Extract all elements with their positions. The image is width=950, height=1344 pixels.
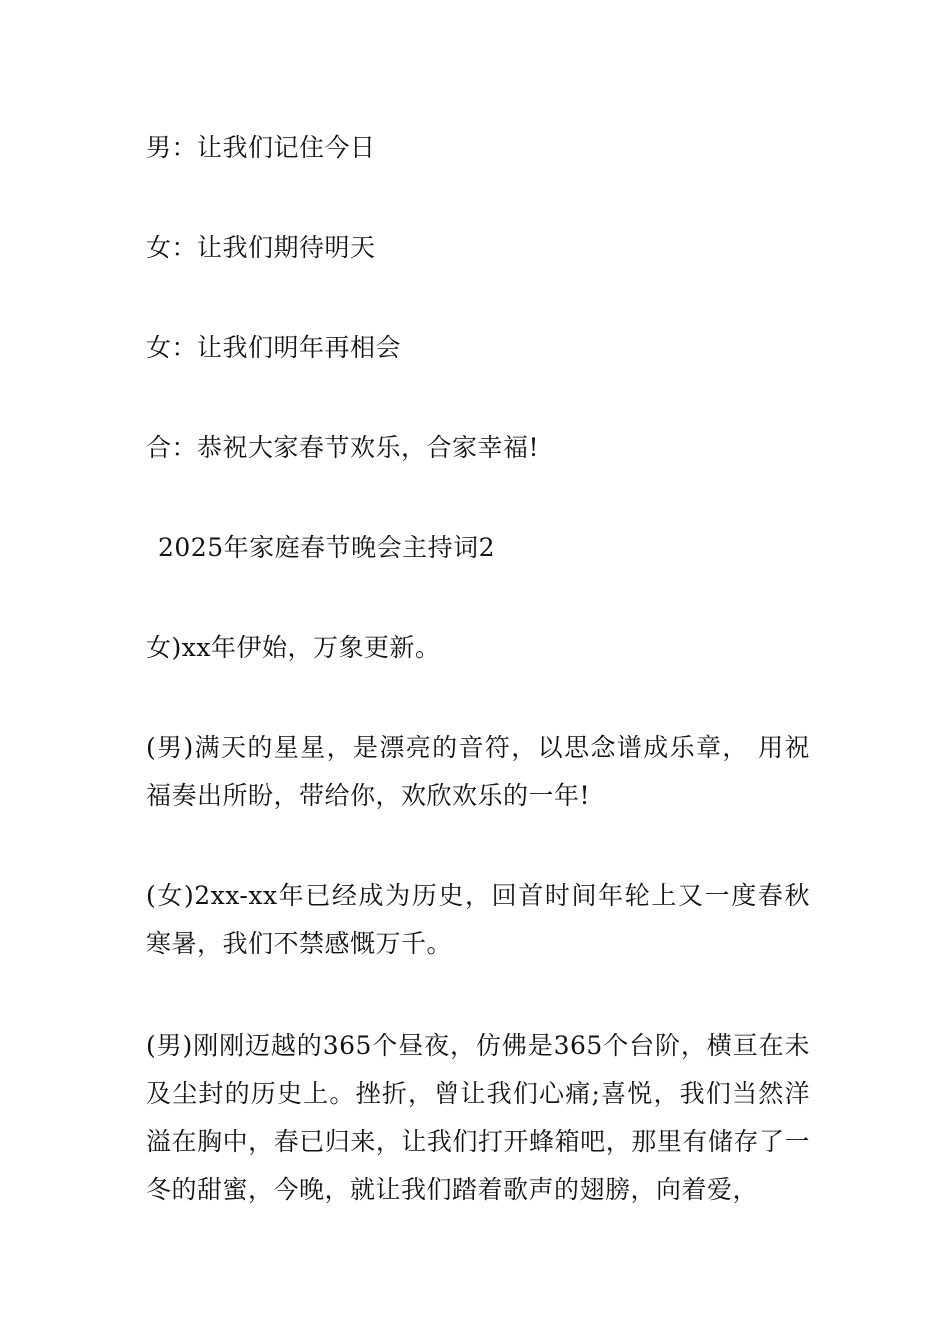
paragraph-male-days: (男)刚刚迈越的365个昼夜，仿佛是365个台阶，横亘在未及尘封的历史上。挫折，曾让我们心痛;喜悦，我们当然洋溢在胸中，春已归来，让我们打开蜂箱吧，那里有储存了一冬的甜蜜，今晚，就让我们踏着歌声的翅膀，向着爱， [146, 1031, 810, 1204]
section-title: 2025年家庭春节晚会主持词2 [158, 533, 496, 562]
dialogue-line-female-expect: 女：让我们期待明天 [146, 233, 376, 262]
dialogue-line-male-remember: 男：让我们记住今日 [146, 133, 376, 162]
paragraph-male-stars: (男)满天的星星，是漂亮的音符，以思念谱成乐章， 用祝福奏出所盼，带给你，欢欣欢乐的一年! [146, 733, 810, 810]
paragraph-female-opening: 女)xx年伊始，万象更新。 [146, 633, 441, 662]
dialogue-line-together-greeting: 合：恭祝大家春节欢乐，合家幸福! [146, 433, 540, 462]
paragraph-female-history: (女)2xx-xx年已经成为历史，回首时间年轮上又一度春秋寒暑，我们不禁感慨万千。 [146, 881, 810, 958]
dialogue-line-female-reunite: 女：让我们明年再相会 [146, 333, 402, 362]
